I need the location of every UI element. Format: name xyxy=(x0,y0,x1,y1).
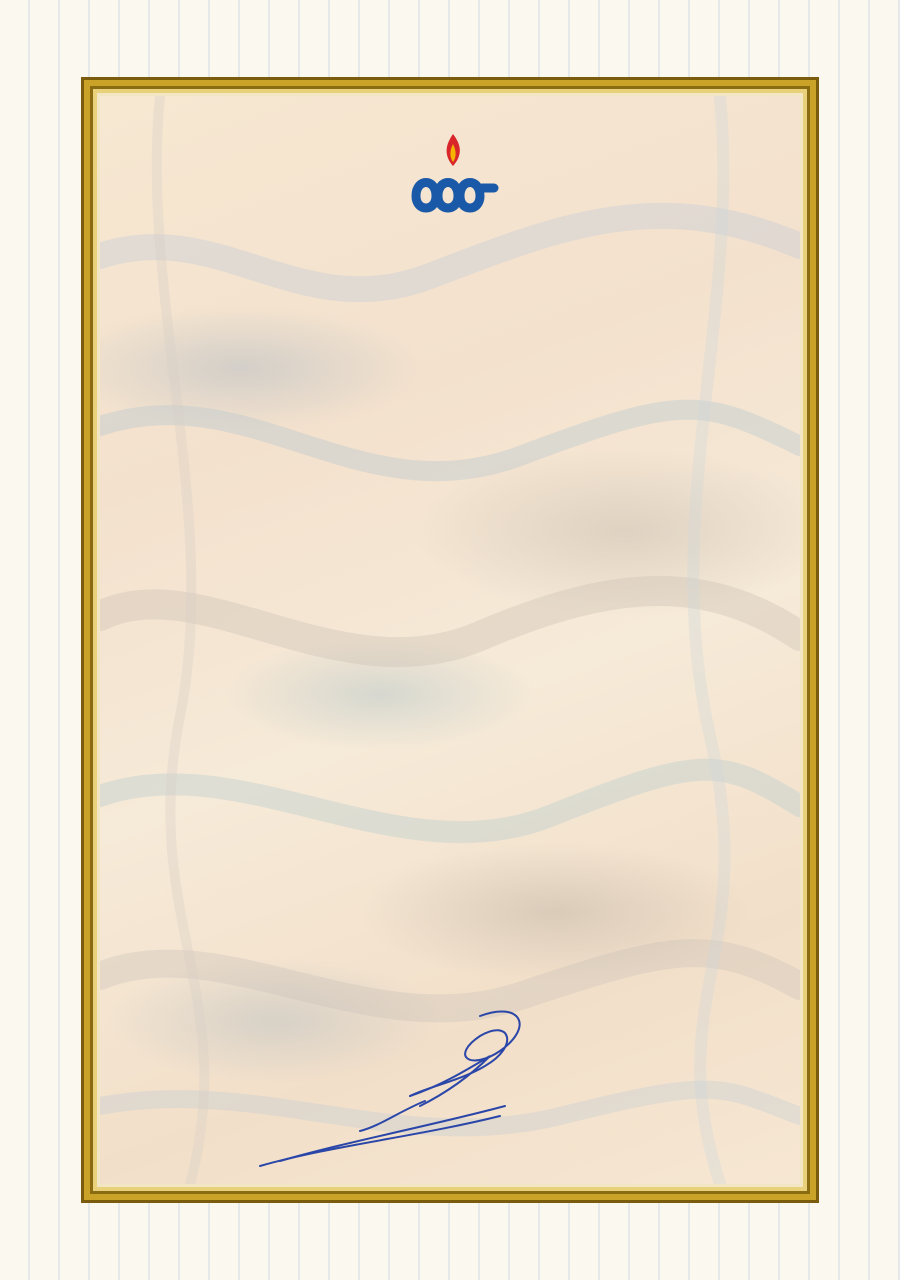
certificate-content xyxy=(100,96,800,1184)
right-border-pattern xyxy=(810,0,900,1280)
handwritten-signature xyxy=(250,996,530,1176)
nigc-logo-icon xyxy=(398,126,508,236)
left-border-pattern xyxy=(0,0,90,1280)
